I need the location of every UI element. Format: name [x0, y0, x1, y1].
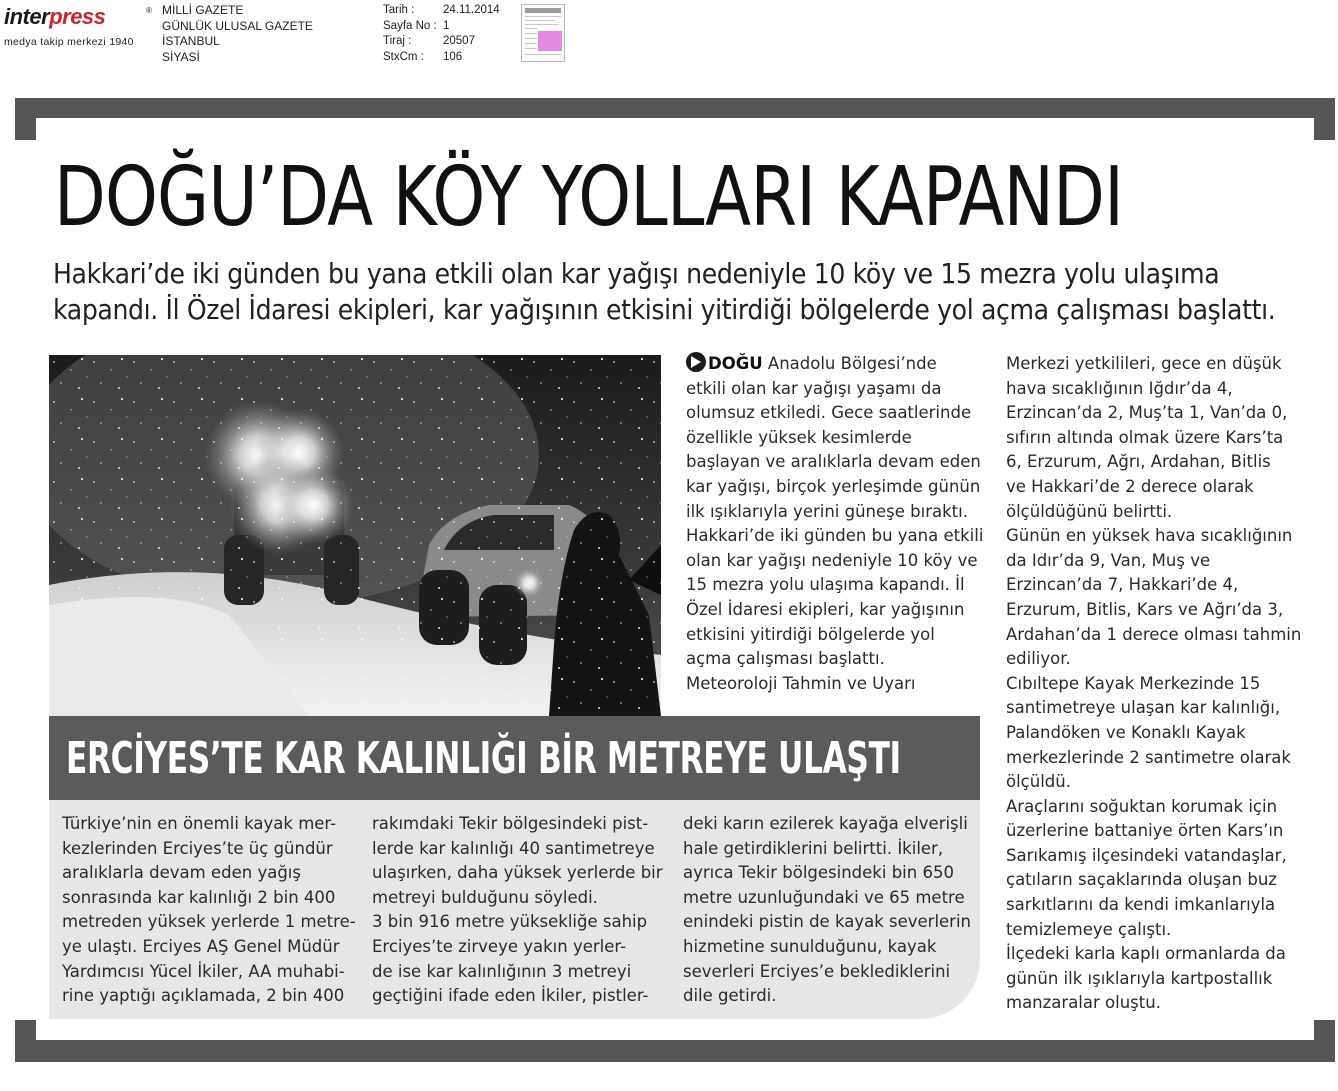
sidebar-line: lerde kar kalınlığı 40 santimetreye	[372, 838, 655, 858]
article-line: merkezlerinde 2 santimetre olarak	[1006, 747, 1291, 767]
article-line: ölçüldü.	[1006, 772, 1071, 792]
sidebar-line: geçtiğini ifade eden İkiler, pistler-	[372, 986, 649, 1006]
meta-value: 24.11.2014	[443, 4, 500, 16]
sidebar-line: Erciyes’te zirveye yakın yerler-	[372, 936, 627, 956]
article-line: 6, Erzurum, Ağrı, Ardahan, Bitlis	[1006, 452, 1271, 472]
article-line: Erzincan’da 2, Muş’ta 1, Van’da 0,	[1006, 403, 1288, 423]
meta-row-circulation	[383, 34, 500, 50]
article-line: özellikle yüksek kesimlerde	[686, 427, 912, 447]
article-line: olumsuz etkiledi. Gece saatlerinde	[686, 403, 972, 423]
deck-line: Hakkari’de iki günden bu yana etkili olan kar yağışı nedeniyle 10 köy ve 15 mezra yolu ulaşıma	[53, 258, 1220, 290]
article-line: sarkıtlarını da kendi imkanlarıyla	[1006, 895, 1276, 915]
sidebar-line: aralıklarla devam eden yağış	[62, 863, 301, 883]
article-line: etkili olan kar yağışı yaşamı da	[686, 378, 942, 398]
article-line: ölçüldüğünü belirtti.	[1006, 501, 1173, 521]
logo-registered: ®	[146, 6, 152, 15]
article-line: hava sıcaklığının Iğdır’da 4,	[1006, 378, 1233, 398]
article-line: manzaralar oluştu.	[1006, 993, 1161, 1013]
publication-city: İSTANBUL	[162, 34, 220, 48]
logo-press: press	[49, 4, 106, 29]
clipping-meta	[383, 3, 500, 65]
sidebar-line: de ise kar kalınlığının 3 metreyi	[372, 961, 632, 981]
meta-value: 1	[443, 19, 450, 32]
meta-row-page	[383, 19, 500, 35]
article-line: Günün en yüksek hava sıcaklığının	[1006, 526, 1293, 546]
article-line: Palandöken ve Konaklı Kayak	[1006, 722, 1246, 742]
sidebar-line: enindeki pistin de kayak severlerin	[683, 912, 972, 932]
snowstorm-photo	[49, 355, 661, 716]
publication-info	[162, 3, 313, 65]
meta-key: Sayfa No :	[383, 19, 437, 32]
article-line: Ardahan’da 1 derece olması tahmin	[1006, 624, 1302, 644]
article-line: üzerlerine battaniye örten Kars’ın	[1006, 821, 1284, 841]
article-line: günün ilk ışıklarıyla kartpostallık	[1006, 968, 1273, 988]
article-line: ve Hakkari’de 2 derece olarak	[1006, 476, 1254, 496]
article-line: da Idır’da 9, Van, Muş ve	[1006, 550, 1211, 570]
meta-key: Tarih :	[383, 4, 415, 16]
article-line: Sarıkamış ilçesindeki vatandaşlar,	[1006, 845, 1287, 865]
sidebar-line: Yardımcısı Yücel İkiler, AA muhabi-	[62, 961, 345, 981]
meta-value: 20507	[443, 35, 475, 47]
article-line: temizlemeye çalıştı.	[1006, 919, 1172, 939]
article-line: Erzurum, Bitlis, Kars ve Ağrı’da 3,	[1006, 599, 1284, 619]
article-line: İlçedeki karla kaplı ormanlarda da	[1006, 944, 1286, 964]
sidebar-title: ERCİYES’TE KAR KALINLIĞI BİR METREYE ULAŞTI	[66, 733, 901, 784]
article-line-text: Anadolu Bölgesi’nde	[767, 354, 937, 373]
sidebar-line: metreyi bulduğunu söyledi.	[372, 887, 598, 907]
publication-name: MİLLİ GAZETE	[162, 3, 244, 17]
article-line: başlayan ve aralıklarla devam eden	[686, 452, 981, 472]
logo-wordmark	[4, 4, 105, 30]
sidebar-line: 3 bin 916 metre yüksekliğe sahip	[372, 912, 648, 932]
headline: DOĞU’DA KÖY YOLLARI KAPANDI	[54, 150, 1124, 245]
frame-corner-bl	[15, 1020, 36, 1062]
article-line: ediliyor.	[1006, 649, 1071, 669]
frame-corner-tr	[1314, 98, 1335, 140]
sidebar-column-1	[62, 812, 356, 1009]
sidebar-line: deki karın ezilerek kayağa elverişli	[683, 814, 968, 833]
publication-category: SİYASİ	[162, 49, 200, 64]
frame-corner-tl	[15, 98, 36, 140]
sidebar-line: metreden yüksek yerlerde 1 metre-	[62, 912, 356, 932]
sidebar-column-3	[683, 812, 972, 1009]
article-column-right	[1006, 352, 1306, 1016]
sidebar-line: rakımdaki Tekir bölgesindeki pist-	[372, 814, 649, 833]
publication-type: GÜNLÜK ULUSAL GAZETE	[162, 18, 313, 33]
article-line: Erzincan’da 7, Hakkari’de 4,	[1006, 575, 1239, 595]
interpress-logo	[4, 4, 154, 50]
arrow-circle-icon	[686, 352, 706, 372]
sidebar-line: sonrasında kar kalınlığı 2 bin 400	[62, 887, 336, 907]
sidebar-line: ye ulaştı. Erciyes AŞ Genel Müdür	[62, 936, 340, 956]
meta-row-stxcm	[383, 50, 500, 66]
sidebar-column-2	[372, 812, 663, 1009]
frame-corner-br	[1314, 1020, 1335, 1062]
sidebar-line: ayrıca Tekir bölgesindeki bin 650	[683, 863, 954, 883]
sidebar-line: hizmetine sunulduğunu, kayak	[683, 936, 937, 956]
article-line: olan kar yağışı nedeniyle 10 köy ve	[686, 550, 978, 570]
meta-key: StxCm :	[383, 50, 424, 63]
meta-value: 106	[443, 50, 463, 63]
article-column-mid	[686, 352, 986, 696]
sidebar-line: severleri Erciyes’e beklediklerini	[683, 961, 951, 981]
article-line: Özel İdaresi ekipleri, kar yağışının	[686, 599, 965, 619]
page-thumbnail[interactable]	[521, 4, 565, 62]
article-line: kar yağışı, birçok yerleşimde günün	[686, 476, 981, 496]
article-line: santimetreye ulaşan kar kalınlığı,	[1006, 698, 1281, 718]
article-line: etkisini yitirdiği bölgelerde yol	[686, 624, 935, 644]
article-line: açma çalışması başlattı.	[686, 649, 885, 669]
article-line: ilk ışıklarıyla yerini güneşe bıraktı.	[686, 501, 968, 521]
lead-word: DOĞU	[708, 354, 763, 373]
frame-top-bar	[15, 98, 1335, 118]
article-line: Merkezi yetkilileri, gece en düşük	[1006, 354, 1282, 373]
deck-line: kapandı. İl Özel İdaresi ekipleri, kar yağışının etkisini yitirdiği bölgelerde yol açma çalışması başlattı.	[53, 294, 1276, 326]
article-line: Meteoroloji Tahmin ve Uyarı	[686, 673, 916, 693]
article-line: çatıların saçaklarında oluşan buz	[1006, 870, 1277, 890]
sidebar-line: metre uzunluğundaki ve 65 metre	[683, 887, 965, 907]
article-line: sıfırın altında olmak üzere Kars’ta	[1006, 427, 1284, 447]
frame-bottom-bar	[15, 1040, 1335, 1062]
sidebar-line: rine yaptığı açıklamada, 2 bin 400	[62, 986, 345, 1006]
sidebar-line: hale getirdiklerini belirtti. İkiler,	[683, 838, 944, 858]
article-line: Hakkari’de iki günden bu yana etkili	[686, 526, 984, 546]
article-line: Cıbıltepe Kayak Merkezinde 15	[1006, 673, 1261, 693]
article-line: Araçlarını soğuktan korumak için	[1006, 796, 1278, 816]
logo-inter: inter	[4, 4, 50, 29]
sidebar-line: kezlerinden Erciyes’te üç gündür	[62, 838, 333, 858]
article-line	[686, 352, 986, 377]
sidebar-line: Türkiye’nin en önemli kayak mer-	[62, 814, 337, 833]
logo-subtitle: medya takip merkezi 1940	[4, 36, 134, 48]
meta-row-date	[383, 3, 500, 19]
sidebar-line: dile getirdi.	[683, 986, 777, 1006]
meta-key: Tiraj :	[383, 35, 412, 47]
deck	[53, 256, 1276, 328]
sidebar-line: ulaşırken, daha yüksek yerlerde bir	[372, 863, 663, 883]
article-line: 15 mezra yolu ulaşıma kapandı. İl	[686, 575, 965, 595]
